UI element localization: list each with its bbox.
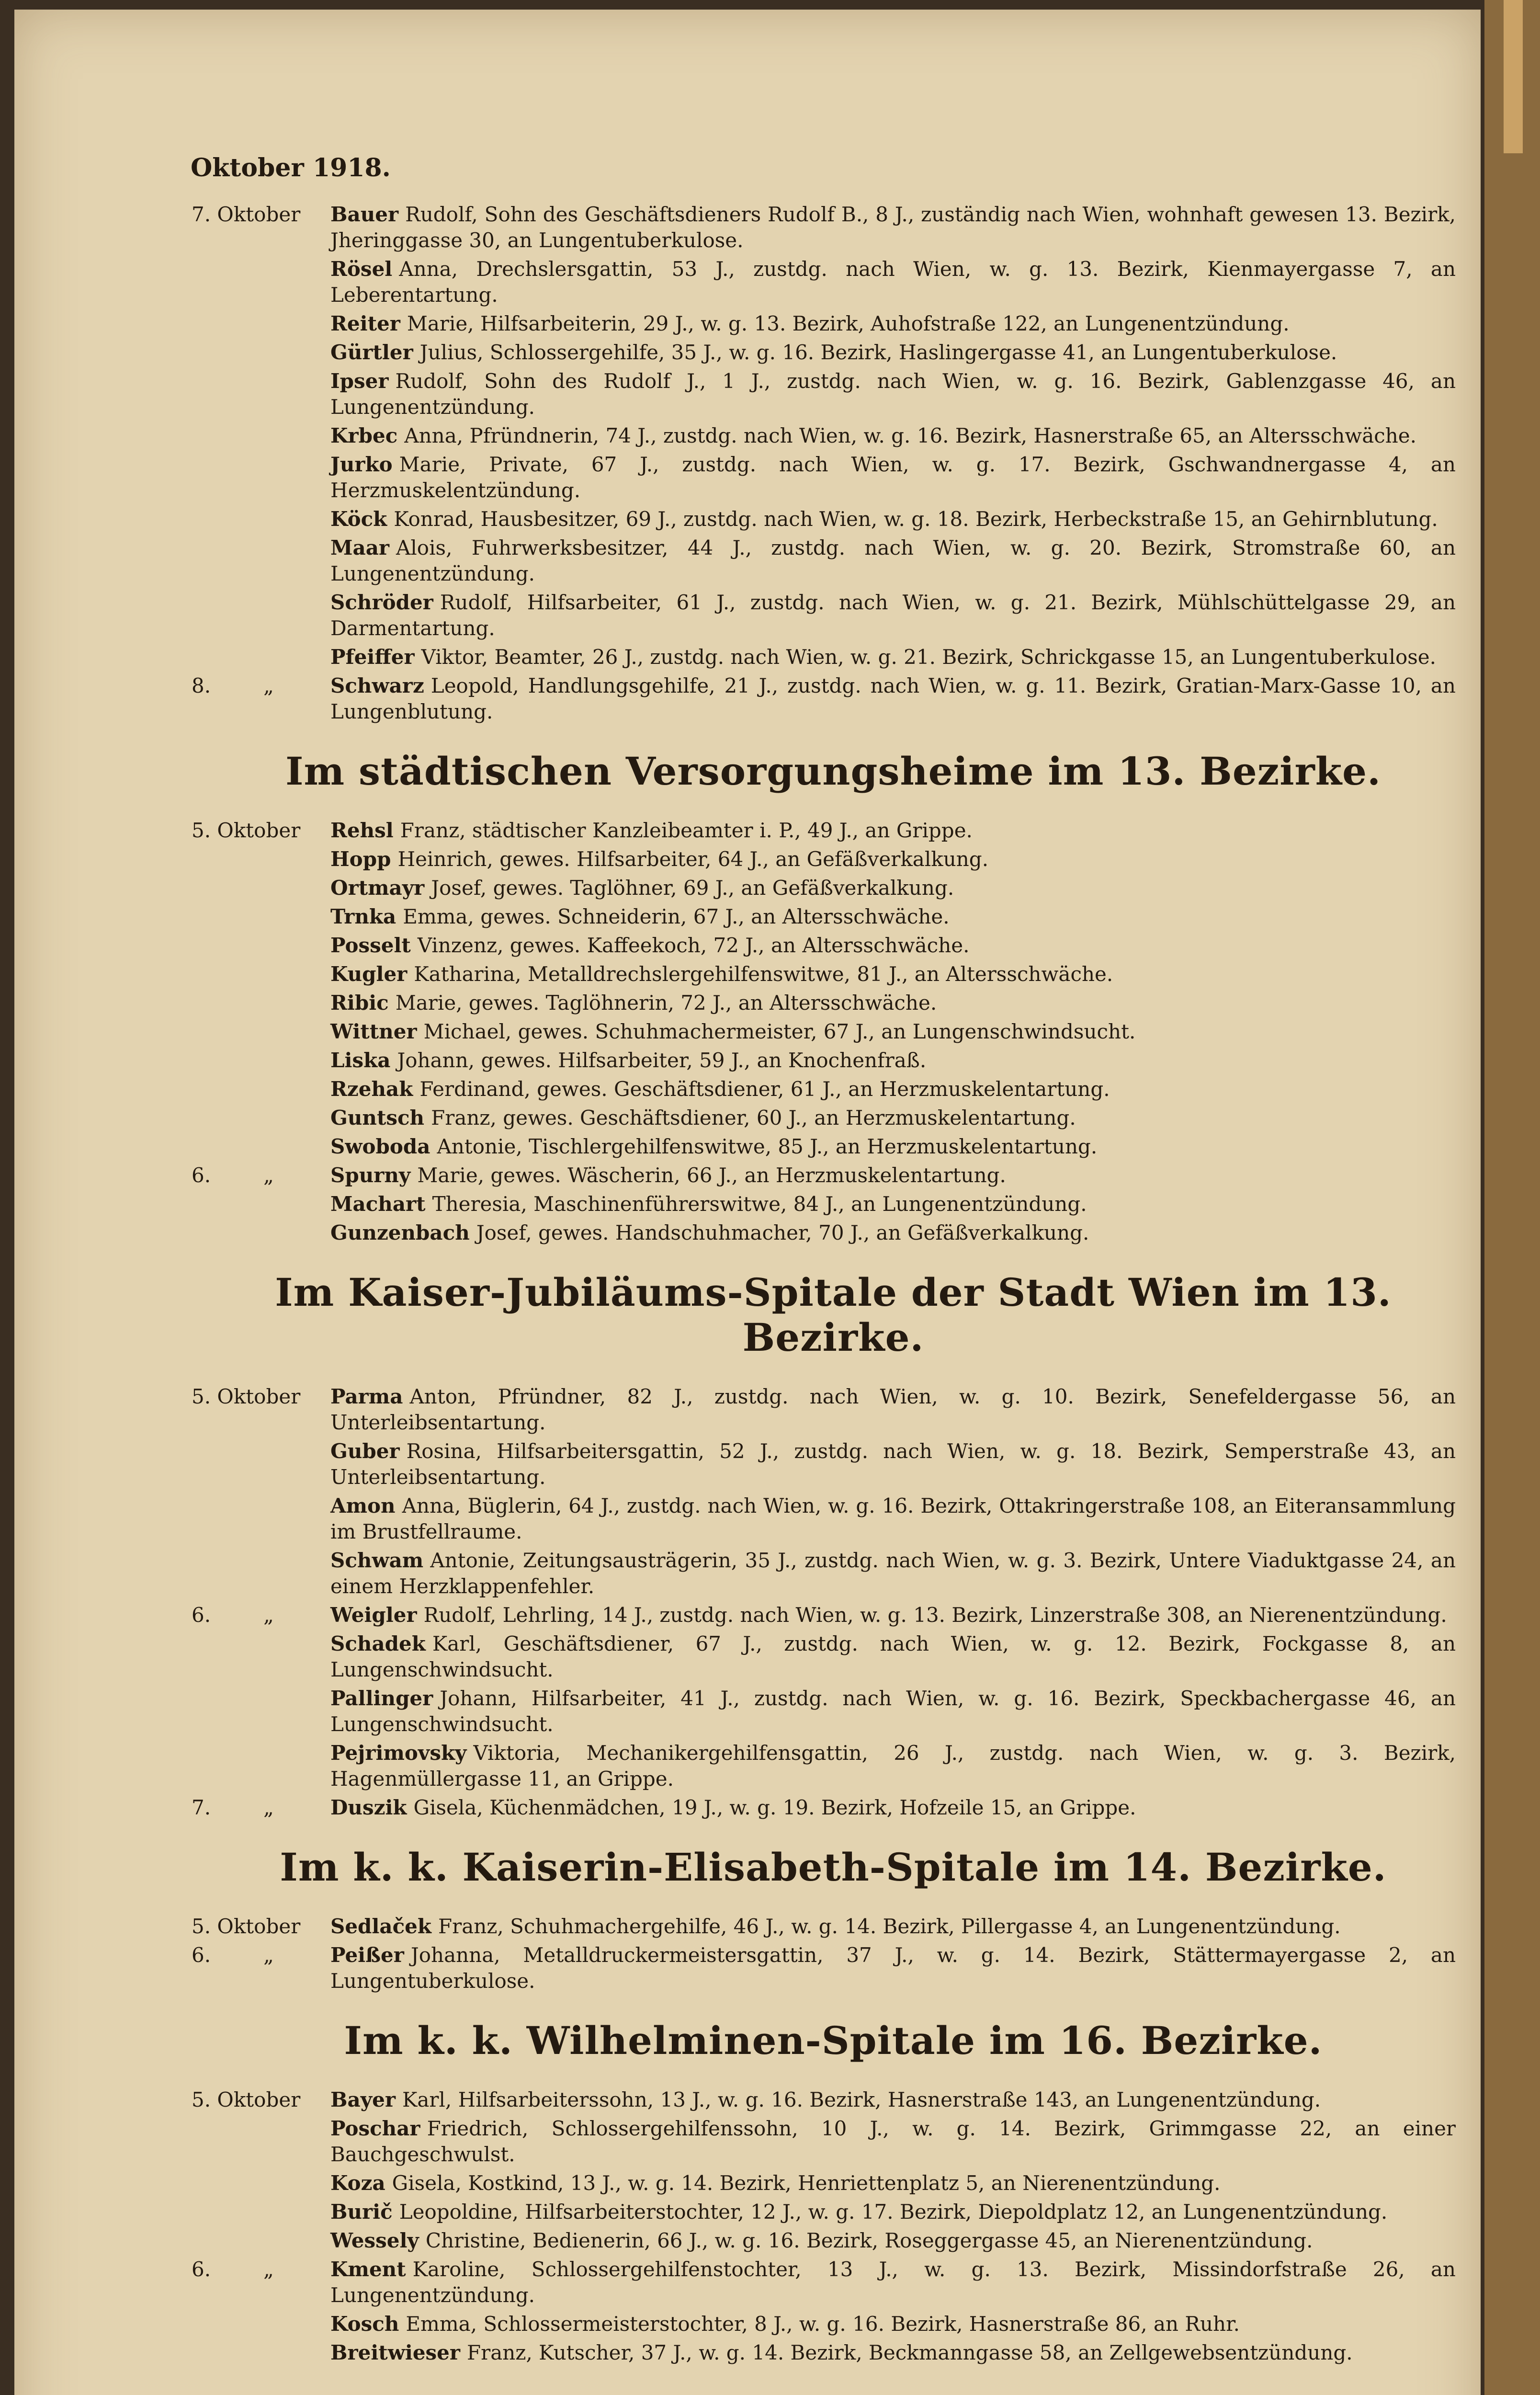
entry-details: Marie, Private, 67 J., zustdg. nach Wien, w. g. 17. Bezirk, Gschwandnergasse 4, an Herzmuskelentzündung.	[330, 453, 1456, 502]
entry-date	[192, 1686, 330, 1737]
document-page	[14, 10, 1481, 2395]
deceased-surname: Wittner	[330, 1020, 417, 1043]
deceased-surname: Schröder	[330, 591, 433, 614]
entry-text-block	[330, 423, 1475, 449]
deceased-surname: Posselt	[330, 934, 411, 957]
death-entry	[192, 846, 1475, 872]
entry-date	[192, 673, 330, 725]
death-entry	[192, 202, 1475, 253]
entry-date	[192, 1220, 330, 1246]
entry-details: Marie, gewes. Taglöhnerin, 72 J., an Altersschwäche.	[395, 991, 937, 1015]
entry-details: Gisela, Küchenmädchen, 19 J., w. g. 19. Bezirk, Hofzeile 15, an Grippe.	[413, 1796, 1136, 1819]
entry-text-block	[330, 1914, 1475, 1939]
entry-date	[192, 1493, 330, 1545]
death-entry	[192, 1438, 1475, 1490]
entry-date	[192, 990, 330, 1016]
deceased-surname: Ribic	[330, 991, 389, 1015]
deceased-surname: Sedlaček	[330, 1915, 431, 1938]
entry-details: Karoline, Schlossergehilfenstochter, 13 J., w. g. 13. Bezirk, Missindorfstraße 26, an Lungenentzündung.	[330, 2258, 1456, 2307]
deceased-surname: Kugler	[330, 962, 408, 986]
deceased-surname: Ipser	[330, 369, 389, 393]
entry-date	[192, 1942, 330, 1994]
ditto-mark: „	[263, 674, 274, 697]
entry-details: Emma, Schlossermeisterstochter, 8 J., w. g. 16. Bezirk, Hasnerstraße 86, an Ruhr.	[406, 2312, 1240, 2336]
entry-date	[192, 846, 330, 872]
entry-date-text: 5. Oktober	[192, 1385, 301, 1408]
death-entry	[192, 904, 1475, 930]
entry-date	[192, 2257, 330, 2308]
entry-text-block	[330, 535, 1475, 587]
entry-date	[192, 256, 330, 308]
deceased-surname: Hopp	[330, 847, 391, 871]
deceased-surname: Rösel	[330, 257, 393, 281]
entry-text-block	[330, 1548, 1475, 1599]
entry-date-text: 5. Oktober	[192, 819, 301, 842]
entry-text-block	[330, 590, 1475, 641]
death-entry	[192, 1191, 1475, 1217]
entry-date	[192, 1631, 330, 1683]
death-entry	[192, 452, 1475, 503]
entry-date	[192, 535, 330, 587]
death-entry	[192, 590, 1475, 641]
entry-date-text: 6.	[192, 2258, 211, 2281]
entry-date	[192, 1076, 330, 1102]
death-entry	[192, 2087, 1475, 2113]
entry-details: Katharina, Metalldrechslergehilfenswitwe, 81 J., an Altersschwäche.	[414, 962, 1113, 986]
death-entry	[192, 1686, 1475, 1737]
deceased-surname: Peißer	[330, 1943, 404, 1967]
entry-details: Josef, gewes. Taglöhner, 69 J., an Gefäßverkalkung.	[431, 876, 954, 900]
death-entry	[192, 1740, 1475, 1792]
deceased-surname: Gürtler	[330, 341, 413, 364]
death-entry	[192, 1631, 1475, 1683]
entry-date	[192, 452, 330, 503]
entry-text-block	[330, 2228, 1475, 2254]
entry-details: Rosina, Hilfsarbeitersgattin, 52 J., zustdg. nach Wien, w. g. 18. Bezirk, Semperstraße 43, an Unterleibsentartung.	[330, 1439, 1456, 1489]
entry-text-block	[330, 1105, 1475, 1131]
death-entry	[192, 1493, 1475, 1545]
entry-text-block	[330, 202, 1475, 253]
section-title: Im Kaiser-Jubiläums-Spitale der Stadt Wien im 13. Bezirke.	[275, 1270, 1392, 1360]
death-entry	[192, 818, 1475, 844]
entry-text-block	[330, 1438, 1475, 1490]
entry-text-block	[330, 673, 1475, 725]
entry-details: Karl, Hilfsarbeiterssohn, 13 J., w. g. 16. Bezirk, Hasnerstraße 143, an Lungenentzündung.	[402, 2088, 1321, 2111]
entry-date	[192, 875, 330, 901]
deceased-surname: Rzehak	[330, 1077, 413, 1101]
deceased-surname: Jurko	[330, 453, 393, 476]
entry-details: Franz, Schuhmachergehilfe, 46 J., w. g. 14. Bezirk, Pillergasse 4, an Lungenentzündung.	[438, 1915, 1341, 1938]
entry-details: Franz, gewes. Geschäftsdiener, 60 J., an Herzmuskelentartung.	[431, 1106, 1076, 1129]
deceased-surname: Rehsl	[330, 819, 394, 842]
death-entry	[192, 2257, 1475, 2308]
entry-date	[192, 590, 330, 641]
entry-text-block	[330, 1740, 1475, 1792]
page-content	[192, 153, 1475, 2395]
entry-details: Heinrich, gewes. Hilfsarbeiter, 64 J., an Gefäßverkalkung.	[397, 847, 989, 871]
entry-text-block	[330, 368, 1475, 420]
entry-date	[192, 2170, 330, 2196]
deceased-surname: Schadek	[330, 1632, 426, 1655]
death-entry	[192, 311, 1475, 337]
entry-date	[192, 644, 330, 670]
entry-details: Marie, Hilfsarbeiterin, 29 J., w. g. 13. Bezirk, Auhofstraße 122, an Lungenentzündung.	[407, 312, 1290, 335]
sections-container	[192, 202, 1475, 2366]
entry-text-block	[330, 644, 1475, 670]
entry-details: Emma, gewes. Schneiderin, 67 J., an Altersschwäche.	[403, 905, 950, 928]
entry-details: Rudolf, Sohn des Rudolf J., 1 J., zustdg. nach Wien, w. g. 16. Bezirk, Gablenzgasse 46, an Lungenentzündung.	[330, 369, 1456, 419]
section-title: Im städtischen Versorgungsheime im 13. Bezirke.	[285, 749, 1381, 794]
entry-date	[192, 1740, 330, 1792]
deceased-surname: Amon	[330, 1494, 396, 1517]
deceased-surname: Krbec	[330, 424, 398, 447]
entry-details: Antonie, Tischlergehilfenswitwe, 85 J., an Herzmuskelentartung.	[437, 1135, 1098, 1158]
entry-details: Rudolf, Lehrling, 14 J., zustdg. nach Wien, w. g. 13. Bezirk, Linzerstraße 308, an Nierenentzündung.	[423, 1603, 1447, 1627]
death-entry	[192, 1602, 1475, 1628]
entry-text-block	[330, 1134, 1475, 1160]
deceased-surname: Kment	[330, 2258, 406, 2281]
deceased-surname: Kosch	[330, 2312, 399, 2336]
entry-date-text: 8.	[192, 674, 211, 697]
entry-details: Julius, Schlossergehilfe, 35 J., w. g. 16. Bezirk, Haslingergasse 41, an Lungentuberkulose.	[419, 341, 1337, 364]
entry-details: Josef, gewes. Handschuhmacher, 70 J., an Gefäßverkalkung.	[476, 1221, 1089, 1244]
deceased-surname: Maar	[330, 536, 390, 559]
entry-date	[192, 506, 330, 532]
death-entry	[192, 875, 1475, 901]
entry-date	[192, 818, 330, 844]
deceased-surname: Bauer	[330, 203, 399, 226]
entry-text-block	[330, 340, 1475, 365]
entry-details: Antonie, Zeitungsausträgerin, 35 J., zustdg. nach Wien, w. g. 3. Bezirk, Untere Viaduktgasse 24, an einem Herzklappenfehler.	[330, 1549, 1456, 1598]
entry-text-block	[330, 2199, 1475, 2225]
deceased-surname: Wessely	[330, 2229, 419, 2252]
entry-date	[192, 904, 330, 930]
entry-date	[192, 423, 330, 449]
entry-text-block	[330, 933, 1475, 958]
entry-date	[192, 1191, 330, 1217]
ditto-mark: „	[263, 1603, 274, 1627]
death-entry	[192, 423, 1475, 449]
deceased-surname: Koza	[330, 2171, 385, 2195]
entry-date	[192, 1134, 330, 1160]
deceased-surname: Machart	[330, 1192, 426, 1216]
deceased-surname: Weigler	[330, 1603, 417, 1627]
death-entry	[192, 673, 1475, 725]
entry-details: Johann, gewes. Hilfsarbeiter, 59 J., an Knochenfraß.	[397, 1049, 927, 1072]
binding-tab	[1504, 0, 1523, 153]
deceased-surname: Schwarz	[330, 674, 424, 697]
entry-details: Ferdinand, gewes. Geschäftsdiener, 61 J., an Herzmuskelentartung.	[419, 1077, 1110, 1101]
death-entry	[192, 644, 1475, 670]
death-entry	[192, 1048, 1475, 1073]
entry-date	[192, 340, 330, 365]
entry-date	[192, 1384, 330, 1436]
entry-text-block	[330, 1163, 1475, 1188]
entry-date-text: 6.	[192, 1163, 211, 1187]
entry-date	[192, 2228, 330, 2254]
entry-text-block	[330, 1493, 1475, 1545]
death-entry	[192, 1914, 1475, 1939]
death-entry	[192, 256, 1475, 308]
deceased-surname: Pfeiffer	[330, 645, 415, 669]
death-entry	[192, 2170, 1475, 2196]
entry-text-block	[330, 990, 1475, 1016]
entry-text-block	[330, 1795, 1475, 1821]
entry-details: Leopold, Handlungsgehilfe, 21 J., zustdg. nach Wien, w. g. 11. Bezirk, Gratian-Marx-Gasse 10, an Lungenblutung.	[330, 674, 1456, 723]
deceased-surname: Gunzenbach	[330, 1221, 470, 1244]
entry-text-block	[330, 1686, 1475, 1737]
death-entry	[192, 368, 1475, 420]
deceased-surname: Schwam	[330, 1549, 424, 1572]
entry-details: Marie, gewes. Wäscherin, 66 J., an Herzmuskelentartung.	[417, 1163, 1006, 1187]
deceased-surname: Guber	[330, 1439, 400, 1463]
deceased-surname: Bayer	[330, 2088, 396, 2111]
entry-date	[192, 202, 330, 253]
entry-date	[192, 1795, 330, 1821]
entry-text-block	[330, 1942, 1475, 1994]
entry-date-text: 7. Oktober	[192, 203, 301, 226]
death-entry	[192, 1384, 1475, 1436]
entry-date	[192, 2311, 330, 2337]
entry-text-block	[330, 2170, 1475, 2196]
entry-text-block	[330, 311, 1475, 337]
death-entry	[192, 990, 1475, 1016]
entry-details: Franz, städtischer Kanzleibeamter i. P., 49 J., an Grippe.	[400, 819, 973, 842]
deceased-surname: Ortmayr	[330, 876, 425, 900]
entry-date	[192, 368, 330, 420]
death-entry	[192, 2228, 1475, 2254]
ditto-mark: „	[263, 1943, 274, 1967]
death-entry	[192, 1019, 1475, 1045]
entry-date-text: 5. Oktober	[192, 1915, 301, 1938]
death-entry	[192, 1163, 1475, 1188]
entry-details: Konrad, Hausbesitzer, 69 J., zustdg. nach Wien, w. g. 18. Bezirk, Herbeckstraße 15, an Gehirnblutung.	[394, 507, 1438, 531]
deceased-surname: Reiter	[330, 312, 400, 335]
death-entry	[192, 2199, 1475, 2225]
ditto-mark: „	[263, 1796, 274, 1819]
entry-details: Anna, Drechslersgattin, 53 J., zustdg. nach Wien, w. g. 13. Bezirk, Kienmayergasse 7, an Leberentartung.	[330, 257, 1456, 307]
entry-date	[192, 311, 330, 337]
entry-details: Viktor, Beamter, 26 J., zustdg. nach Wien, w. g. 21. Bezirk, Schrickgasse 15, an Lungentuberkulose.	[421, 645, 1436, 669]
entry-details: Anna, Büglerin, 64 J., zustdg. nach Wien, w. g. 16. Bezirk, Ottakringerstraße 108, an Eiteransammlung im Brustfellraume.	[330, 1494, 1456, 1543]
entry-date	[192, 1048, 330, 1073]
entry-details: Leopoldine, Hilfsarbeiterstochter, 12 J., w. g. 17. Bezirk, Diepoldplatz 12, an Lungenentzündung.	[399, 2200, 1388, 2224]
entry-date	[192, 1914, 330, 1939]
entry-text-block	[330, 452, 1475, 503]
entry-details: Friedrich, Schlossergehilfenssohn, 10 J., w. g. 14. Bezirk, Grimmgasse 22, an einer Bauchgeschwulst.	[330, 2117, 1456, 2166]
entry-date	[192, 2199, 330, 2225]
entry-text-block	[330, 256, 1475, 308]
entry-date-text: 6.	[192, 1943, 211, 1967]
entry-date	[192, 1019, 330, 1045]
deceased-surname: Parma	[330, 1385, 403, 1408]
entry-date	[192, 1105, 330, 1131]
entry-text-block	[330, 904, 1475, 930]
entry-date-text: 7.	[192, 1796, 211, 1819]
entry-date	[192, 1163, 330, 1188]
entry-details: Rudolf, Sohn des Geschäftsdieners Rudolf B., 8 J., zuständig nach Wien, wohnhaft gewesen 13. Bezirk, Jheringgasse 30, an Lungentuberkulose.	[330, 203, 1456, 252]
deceased-surname: Köck	[330, 507, 387, 531]
entry-details: Anna, Pfründnerin, 74 J., zustdg. nach Wien, w. g. 16. Bezirk, Hasnerstraße 65, an Altersschwäche.	[404, 424, 1417, 447]
section-title: Im k. k. Kaiserin-Elisabeth-Spitale im 14. Bezirke.	[280, 1845, 1387, 1890]
section-title: Im k. k. Wilhelminen-Spitale im 16. Bezirke.	[344, 2018, 1323, 2063]
entry-details: Johanna, Metalldruckermeistersgattin, 37 J., w. g. 14. Bezirk, Stättermayergasse 2, an Lungentuberkulose.	[330, 1943, 1456, 1993]
deceased-surname: Duszik	[330, 1796, 407, 1819]
entry-date-text: 6.	[192, 1603, 211, 1627]
entry-date	[192, 933, 330, 958]
deceased-surname: Liska	[330, 1049, 391, 1072]
entry-text-block	[330, 1220, 1475, 1246]
entry-details: Theresia, Maschinenführerswitwe, 84 J., an Lungenentzündung.	[432, 1192, 1087, 1216]
entry-date	[192, 2087, 330, 2113]
entry-text-block	[330, 2087, 1475, 2113]
deceased-surname: Swoboda	[330, 1135, 430, 1158]
entry-text-block	[330, 846, 1475, 872]
deceased-surname: Spurny	[330, 1163, 411, 1187]
entry-text-block	[330, 1384, 1475, 1436]
ditto-mark: „	[263, 1163, 274, 1187]
death-entry	[192, 1548, 1475, 1599]
death-entry	[192, 1076, 1475, 1102]
entry-details: Anton, Pfründner, 82 J., zustdg. nach Wien, w. g. 10. Bezirk, Senefeldergasse 56, an Unterleibsentartung.	[330, 1385, 1456, 1434]
entry-text-block	[330, 1631, 1475, 1683]
death-entry	[192, 1134, 1475, 1160]
death-entry	[192, 340, 1475, 365]
entry-details: Christine, Bedienerin, 66 J., w. g. 16. Bezirk, Roseggergasse 45, an Nierenentzündung.	[425, 2229, 1313, 2252]
entry-date-text: 5. Oktober	[192, 2088, 301, 2111]
entry-text-block	[330, 961, 1475, 987]
entry-text-block	[330, 2311, 1475, 2337]
binding-edge	[1484, 0, 1540, 2395]
entry-text-block	[330, 818, 1475, 844]
entry-details: Johann, Hilfsarbeiter, 41 J., zustdg. nach Wien, w. g. 16. Bezirk, Speckbachergasse 46, an Lungenschwindsucht.	[330, 1687, 1456, 1736]
entry-details: Franz, Kutscher, 37 J., w. g. 14. Bezirk, Beckmanngasse 58, an Zellgewebsentzündung.	[467, 2341, 1353, 2364]
entry-text-block	[330, 1076, 1475, 1102]
death-entry	[192, 1795, 1475, 1821]
death-entry	[192, 1942, 1475, 1994]
entry-text-block	[330, 506, 1475, 532]
entry-text-block	[330, 1191, 1475, 1217]
deceased-surname: Poschar	[330, 2117, 420, 2140]
entry-details: Michael, gewes. Schuhmachermeister, 67 J., an Lungenschwindsucht.	[423, 1020, 1136, 1043]
death-entry	[192, 2116, 1475, 2167]
death-entry	[192, 506, 1475, 532]
entry-text-block	[330, 2257, 1475, 2308]
entry-date	[192, 1602, 330, 1628]
entry-text-block	[330, 1019, 1475, 1045]
deceased-surname: Pallinger	[330, 1687, 433, 1710]
deceased-surname: Pejrimovsky	[330, 1741, 467, 1765]
deceased-surname: Guntsch	[330, 1106, 425, 1129]
entry-text-block	[330, 2116, 1475, 2167]
death-entry	[192, 1105, 1475, 1131]
deceased-surname: Burič	[330, 2200, 393, 2224]
entry-details: Vinzenz, gewes. Kaffeekoch, 72 J., an Altersschwäche.	[417, 934, 970, 957]
deceased-surname: Trnka	[330, 905, 396, 928]
entry-date	[192, 2116, 330, 2167]
entry-text-block	[330, 2340, 1475, 2366]
entry-details: Rudolf, Hilfsarbeiter, 61 J., zustdg. nach Wien, w. g. 21. Bezirk, Mühlschüttelgasse 29, an Darmentartung.	[330, 591, 1456, 640]
death-entry	[192, 2311, 1475, 2337]
entry-date	[192, 961, 330, 987]
entry-details: Gisela, Kostkind, 13 J., w. g. 14. Bezirk, Henriettenplatz 5, an Nierenentzündung.	[392, 2171, 1221, 2195]
entry-text-block	[330, 875, 1475, 901]
entry-details: Viktoria, Mechanikergehilfensgattin, 26 J., zustdg. nach Wien, w. g. 3. Bezirk, Hagenmüllergasse 11, an Grippe.	[330, 1741, 1456, 1791]
deceased-surname: Breitwieser	[330, 2341, 461, 2364]
death-entry	[192, 2340, 1475, 2366]
death-entry	[192, 535, 1475, 587]
entry-text-block	[330, 1602, 1475, 1628]
entry-text-block	[330, 1048, 1475, 1073]
death-entry	[192, 1220, 1475, 1246]
death-entry	[192, 933, 1475, 958]
month-header: Oktober 1918.	[191, 153, 391, 182]
entry-date	[192, 2340, 330, 2366]
death-entry	[192, 961, 1475, 987]
ditto-mark: „	[263, 2258, 274, 2281]
entry-date	[192, 1548, 330, 1599]
entry-date	[192, 1438, 330, 1490]
entry-details: Alois, Fuhrwerksbesitzer, 44 J., zustdg. nach Wien, w. g. 20. Bezirk, Stromstraße 60, an Lungenentzündung.	[330, 536, 1456, 585]
entry-details: Karl, Geschäftsdiener, 67 J., zustdg. nach Wien, w. g. 12. Bezirk, Fockgasse 8, an Lungenschwindsucht.	[330, 1632, 1456, 1681]
